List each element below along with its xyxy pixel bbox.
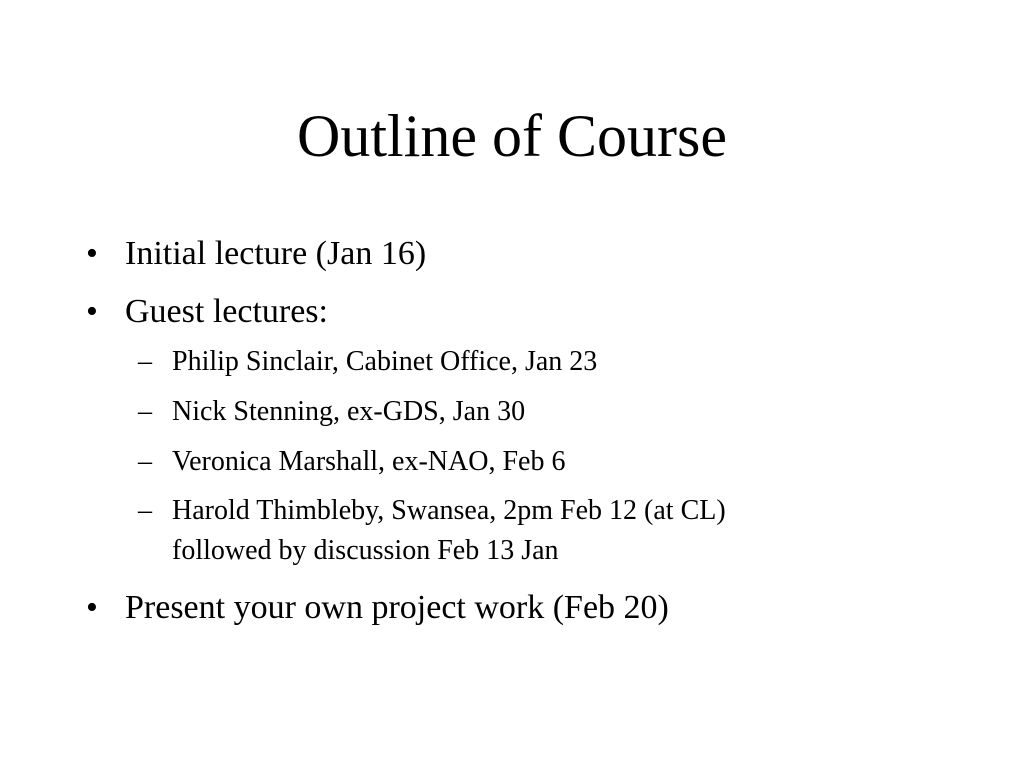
bullet-item-present-project: Present your own project work (Feb 20) [125,589,669,626]
sub-item-harold-thimbleby-continuation: followed by discussion Feb 13 Jan [172,535,559,566]
dash-marker: – [138,495,152,526]
sub-item-veronica-marshall: Veronica Marshall, ex-NAO, Feb 6 [172,446,566,477]
sub-item-philip-sinclair: Philip Sinclair, Cabinet Office, Jan 23 [172,346,598,377]
sub-item-harold-thimbleby: Harold Thimbleby, Swansea, 2pm Feb 12 (at CL) [172,495,726,526]
dash-marker: – [138,346,152,377]
dash-marker: – [138,446,152,477]
bullet-marker: • [86,235,98,272]
bullet-item-initial-lecture: Initial lecture (Jan 16) [125,235,427,272]
slide-title: Outline of Course [297,103,727,169]
bullet-marker: • [86,589,98,626]
bullet-item-guest-lectures: Guest lectures: [125,293,328,330]
dash-marker: – [138,396,152,427]
bullet-marker: • [86,293,98,330]
sub-item-nick-stenning: Nick Stenning, ex-GDS, Jan 30 [172,396,526,427]
